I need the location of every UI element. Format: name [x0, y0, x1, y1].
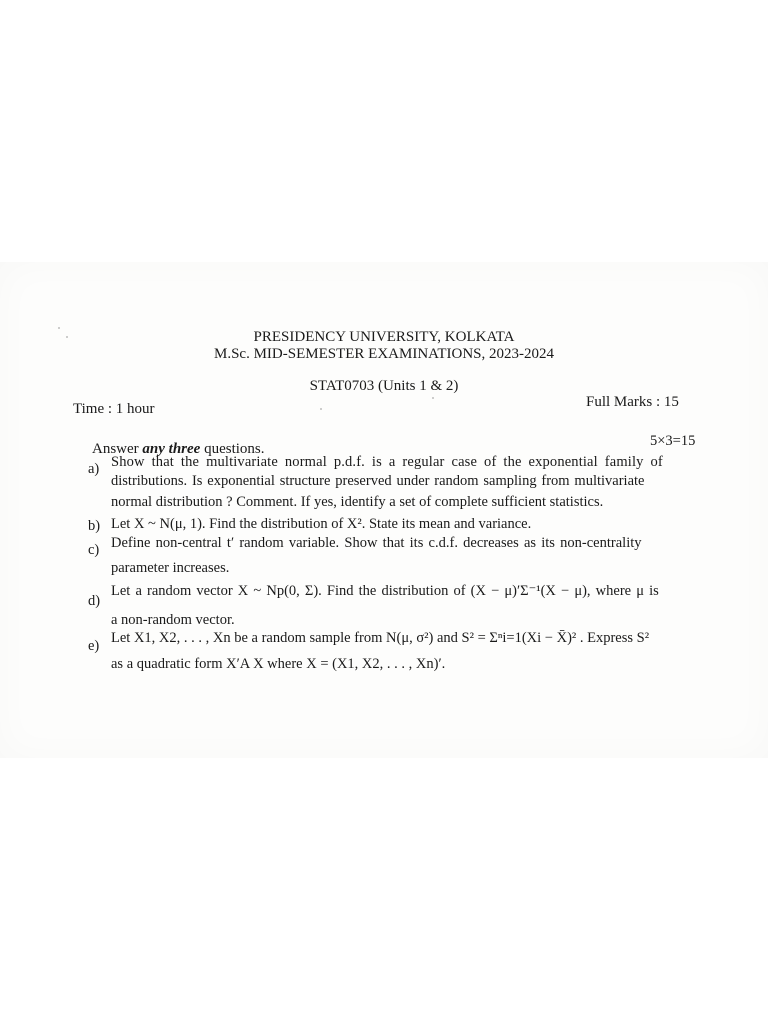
course-code: STAT0703 (Units 1 & 2)	[309, 378, 459, 394]
question-text-line: Let a random vector X ~ Np(0, Σ). Find the distribution of (X − μ)′Σ⁻¹(X − μ), where μ is	[111, 583, 659, 599]
exam-title: M.Sc. MID-SEMESTER EXAMINATIONS, 2023-2024	[214, 346, 554, 362]
question-text-line: as a quadratic form X′A X where X = (X1, X2, . . . , Xn)′.	[111, 656, 446, 672]
question-label: a)	[88, 461, 100, 477]
question-text-line: normal distribution ? Comment. If yes, identify a set of complete sufficient statistics.	[111, 494, 604, 510]
question-text-line: a non-random vector.	[111, 612, 235, 628]
question-label: c)	[88, 542, 100, 558]
scan-speck	[320, 408, 322, 410]
question-text: Let X ~ N(μ, 1). Find the distribution of X². State its mean and variance.	[111, 516, 532, 532]
full-marks: Full Marks : 15	[586, 394, 679, 410]
university-name: PRESIDENCY UNIVERSITY, KOLKATA	[253, 329, 515, 345]
question-label: e)	[88, 638, 100, 654]
marks-distribution: 5×3=15	[650, 433, 696, 449]
instruction-prefix: Answer	[92, 441, 143, 457]
instruction-emphasis: any three	[142, 441, 201, 457]
time-label: Time : 1 hour	[73, 401, 155, 417]
question-text-line: Let X1, X2, . . . , Xn be a random sample from N(μ, σ²) and S² = Σⁿi=1(Xi − X̄)² . Express S²	[111, 630, 650, 646]
question-text-line: distributions. Is exponential structure preserved under random sampling from multivariate	[111, 473, 645, 489]
question-text-line: parameter increases.	[111, 560, 230, 576]
scan-speck	[432, 397, 434, 399]
instruction-suffix: questions.	[200, 441, 265, 457]
question-label: b)	[88, 518, 101, 534]
question-text-line: Show that the multivariate normal p.d.f. is a regular case of the exponential family of	[111, 454, 663, 470]
question-text-line: Define non-central t′ random variable. Show that its c.d.f. decreases as its non-centrality	[111, 535, 642, 551]
question-label: d)	[88, 593, 101, 609]
